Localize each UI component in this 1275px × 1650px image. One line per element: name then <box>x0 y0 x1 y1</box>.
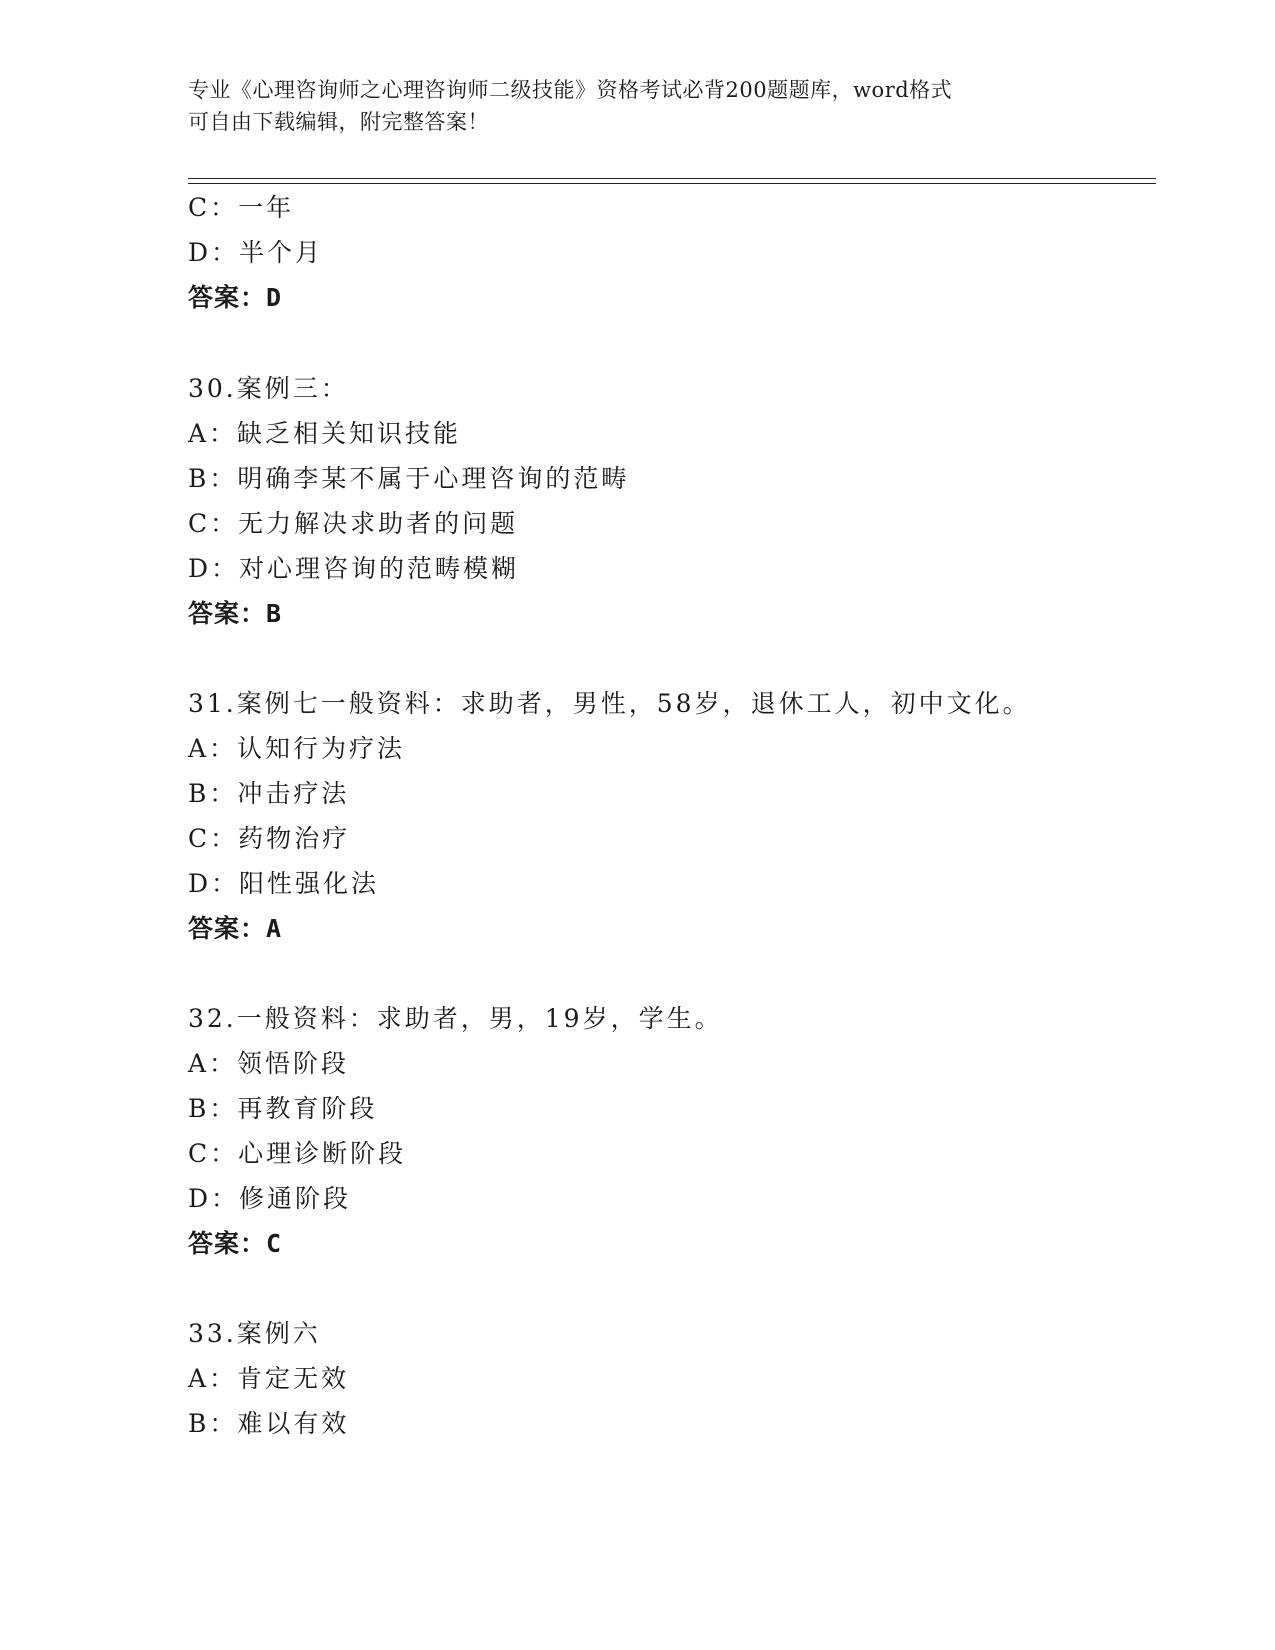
option-line: D：半个月 <box>188 238 324 267</box>
question-line: 30.案例三： <box>188 374 349 403</box>
header-rule-bottom <box>188 183 1156 184</box>
option-line: B：冲击疗法 <box>188 779 350 808</box>
answer-line: 答案：B <box>188 599 283 628</box>
option-line: B：再教育阶段 <box>188 1094 378 1123</box>
document-header <box>188 74 1088 138</box>
option-line: A：肯定无效 <box>188 1364 350 1393</box>
answer-line: 答案：D <box>188 283 283 312</box>
option-line: C：心理诊断阶段 <box>188 1139 407 1168</box>
question-line: 32.一般资料：求助者，男，19岁，学生。 <box>188 1004 723 1033</box>
option-line: B：难以有效 <box>188 1409 350 1438</box>
option-line: A：领悟阶段 <box>188 1049 350 1078</box>
header-line-1: 专业《心理咨询师之心理咨询师二级技能》资格考试必背200题题库，word格式 <box>188 78 953 102</box>
option-line: D：阳性强化法 <box>188 869 380 898</box>
option-line: A：缺乏相关知识技能 <box>188 419 462 448</box>
question-line: 33.案例六 <box>188 1319 321 1348</box>
header-line-2: 可自由下载编辑，附完整答案！ <box>188 110 489 134</box>
option-line: D：修通阶段 <box>188 1184 352 1213</box>
option-line: C：药物治疗 <box>188 824 351 853</box>
option-line: B：明确李某不属于心理咨询的范畴 <box>188 464 630 493</box>
header-rule-top <box>188 178 1156 179</box>
answer-line: 答案：C <box>188 1229 283 1258</box>
answer-line: 答案：A <box>188 914 283 943</box>
option-line: D：对心理咨询的范畴模糊 <box>188 554 520 583</box>
option-line: A：认知行为疗法 <box>188 734 406 763</box>
option-line: C：无力解决求助者的问题 <box>188 509 519 538</box>
option-line: C：一年 <box>188 193 295 222</box>
question-line: 31.案例七一般资料：求助者，男性，58岁，退休工人，初中文化。 <box>188 689 1031 718</box>
